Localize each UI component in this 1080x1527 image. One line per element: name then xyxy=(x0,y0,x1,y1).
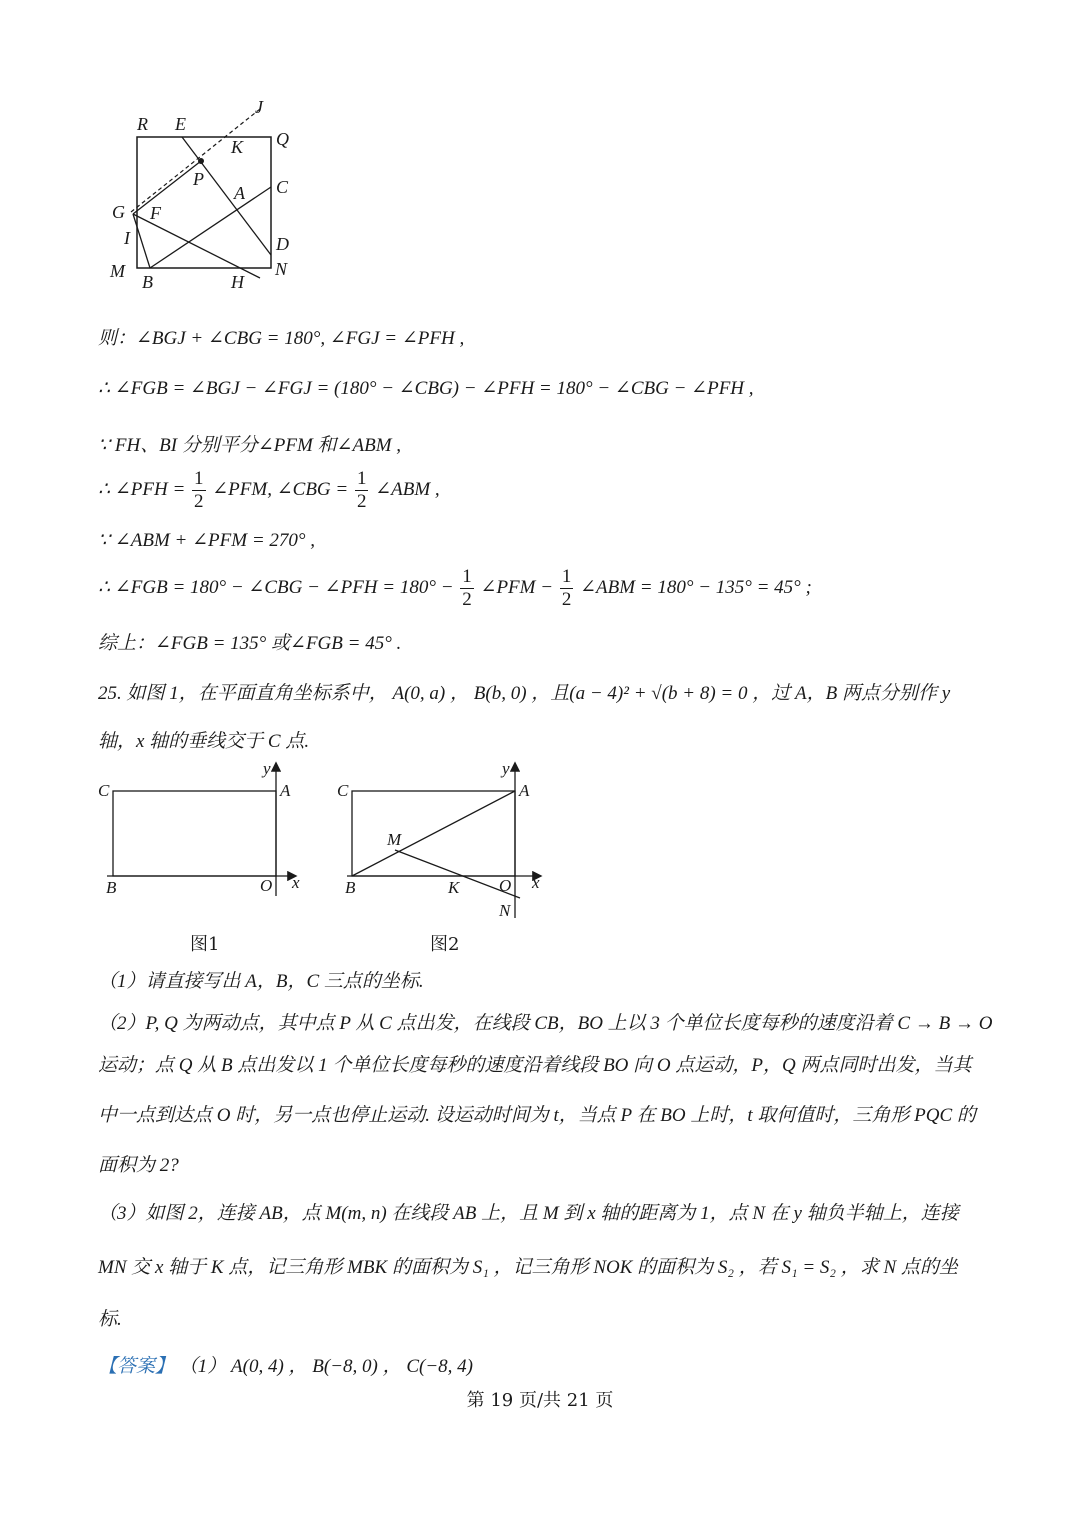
answer-tag: 【答案】 xyxy=(98,1356,175,1377)
answer-line xyxy=(98,1351,473,1378)
figure-1 xyxy=(95,758,315,903)
label-k: K xyxy=(231,137,244,157)
fig1-label-o: O xyxy=(260,876,273,895)
solution-line-2: ∴ ∠FGB = ∠BGJ − ∠FGJ = (180° − ∠CBG) − ∠PFH = 180° − ∠CBG − ∠PFH , xyxy=(98,378,754,399)
solution-line-6 xyxy=(98,566,812,611)
line4-part-c: ∠ABM , xyxy=(375,478,440,500)
question-2-line-4: 面积为 2? xyxy=(98,1155,179,1176)
fig2-caption: 图2 xyxy=(430,934,460,955)
question-2-line-2: 运动；点 Q 从 B 点出发以 1 个单位长度每秒的速度沿着线段 BO 向 O 点运动，P，Q 两点同时出发，当其 xyxy=(98,1055,972,1076)
label-r: R xyxy=(137,114,148,134)
label-a: A xyxy=(234,183,245,203)
line4-part-a: ∴ ∠PFH = xyxy=(98,478,186,500)
label-g: G xyxy=(112,202,125,222)
solution-line-4 xyxy=(98,468,440,513)
fig2-label-x: x xyxy=(532,873,540,892)
question-3-line-2: MN 交 x 轴于 K 点，记三角形 MBK 的面积为 S₁ ，记三角形 NOK 的面积为 S₂ ，若 S₁ = S₂ ，求 N 点的坐 xyxy=(98,1257,958,1278)
label-h: H xyxy=(231,272,244,292)
fig1-rectangle xyxy=(113,791,276,876)
label-i: I xyxy=(124,228,130,248)
fig1-label-x: x xyxy=(292,873,300,892)
fig2-label-y: y xyxy=(502,759,510,778)
label-p: P xyxy=(193,169,204,189)
label-j: J xyxy=(255,97,263,117)
fraction-half: $\frac{1}{2}$ xyxy=(356,468,367,512)
fig2-label-c: C xyxy=(337,781,349,800)
fraction-half: $\frac{1}{2}$ xyxy=(462,566,472,610)
problem25-stem-1: 25. 如图 1，在平面直角坐标系中， A(0, a) ， B(b, 0) ，且(a − 4)² + √(b + 8) = 0 ，过 A，B 两点分别作 y xyxy=(98,683,951,704)
solution-line-1: 则：∠BGJ + ∠CBG = 180°, ∠FGJ = ∠PFH , xyxy=(98,328,465,349)
fig2-label-o: O xyxy=(499,876,512,895)
point-p xyxy=(198,158,204,164)
solution-line-5: ∵ ∠ABM + ∠PFM = 270° , xyxy=(98,530,315,551)
answer-text: （1） A(0, 4) ， B(−8, 0) ， C(−8, 4) xyxy=(178,1356,474,1377)
solution-summary: 综上：∠FGB = 135° 或∠FGB = 45° . xyxy=(98,633,402,654)
label-e: E xyxy=(175,114,186,134)
fig1-label-a: A xyxy=(280,781,291,800)
fig2-label-a: A xyxy=(519,781,530,800)
fig2-label-n: N xyxy=(499,901,511,920)
fig2-label-k: K xyxy=(448,878,460,897)
fig2-line-ab xyxy=(352,791,515,876)
problem25-stem-2: 轴，x 轴的垂线交于 C 点. xyxy=(98,731,310,752)
label-b: B xyxy=(142,272,153,292)
label-n: N xyxy=(275,259,288,279)
line-bc xyxy=(150,187,271,268)
line4-part-b: ∠PFM, ∠CBG = xyxy=(212,478,349,500)
question-2-line-1: （2）P, Q 为两动点，其中点 P 从 C 点出发，在线段 CB，BO 上以 3 个单位长度每秒的速度沿着 C → B → O xyxy=(98,1013,993,1034)
fig2-label-m: M xyxy=(387,830,402,849)
line-gb xyxy=(133,214,150,268)
label-m: M xyxy=(110,261,125,281)
question-1: （1）请直接写出 A，B，C 三点的坐标. xyxy=(98,971,424,992)
question-2-line-3: 中一点到达点 O 时，另一点也停止运动. 设运动时间为 t，当点 P 在 BO 上时，t 取何值时，三角形 PQC 的 xyxy=(98,1105,976,1126)
fig1-caption: 图1 xyxy=(190,934,220,955)
label-f: F xyxy=(150,203,161,223)
line-gp xyxy=(133,161,201,214)
question-3-line-1: （3）如图 2，连接 AB，点 M(m, n) 在线段 AB 上，且 M 到 x 轴的距离为 1，点 N 在 y 轴负半轴上，连接 xyxy=(98,1203,959,1224)
solution-line-3: ∵ FH、BI 分别平分∠PFM 和∠ABM , xyxy=(98,435,402,456)
fraction-half: $\frac{1}{2}$ xyxy=(194,468,204,512)
question-3-line-3: 标. xyxy=(98,1309,122,1330)
fig1-label-y: y xyxy=(263,759,271,778)
line6-part-b: ∠PFM − xyxy=(480,576,554,598)
label-d: D xyxy=(276,234,289,254)
top-geometry-figure xyxy=(100,95,310,300)
figure-2 xyxy=(335,758,555,923)
fig1-label-c: C xyxy=(98,781,110,800)
figure-top-labels xyxy=(109,97,289,292)
line6-part-a: ∴ ∠FGB = 180° − ∠CBG − ∠PFH = 180° − xyxy=(98,576,454,598)
label-c: C xyxy=(276,177,289,197)
fig2-label-b: B xyxy=(345,878,356,897)
fraction-half: $\frac{1}{2}$ xyxy=(561,566,572,610)
fig1-label-b: B xyxy=(106,878,117,897)
page-footer: 第 19 页/共 21 页 xyxy=(466,1390,614,1411)
label-q: Q xyxy=(276,129,289,149)
line6-part-c: ∠ABM = 180° − 135° = 45° ; xyxy=(580,576,812,598)
